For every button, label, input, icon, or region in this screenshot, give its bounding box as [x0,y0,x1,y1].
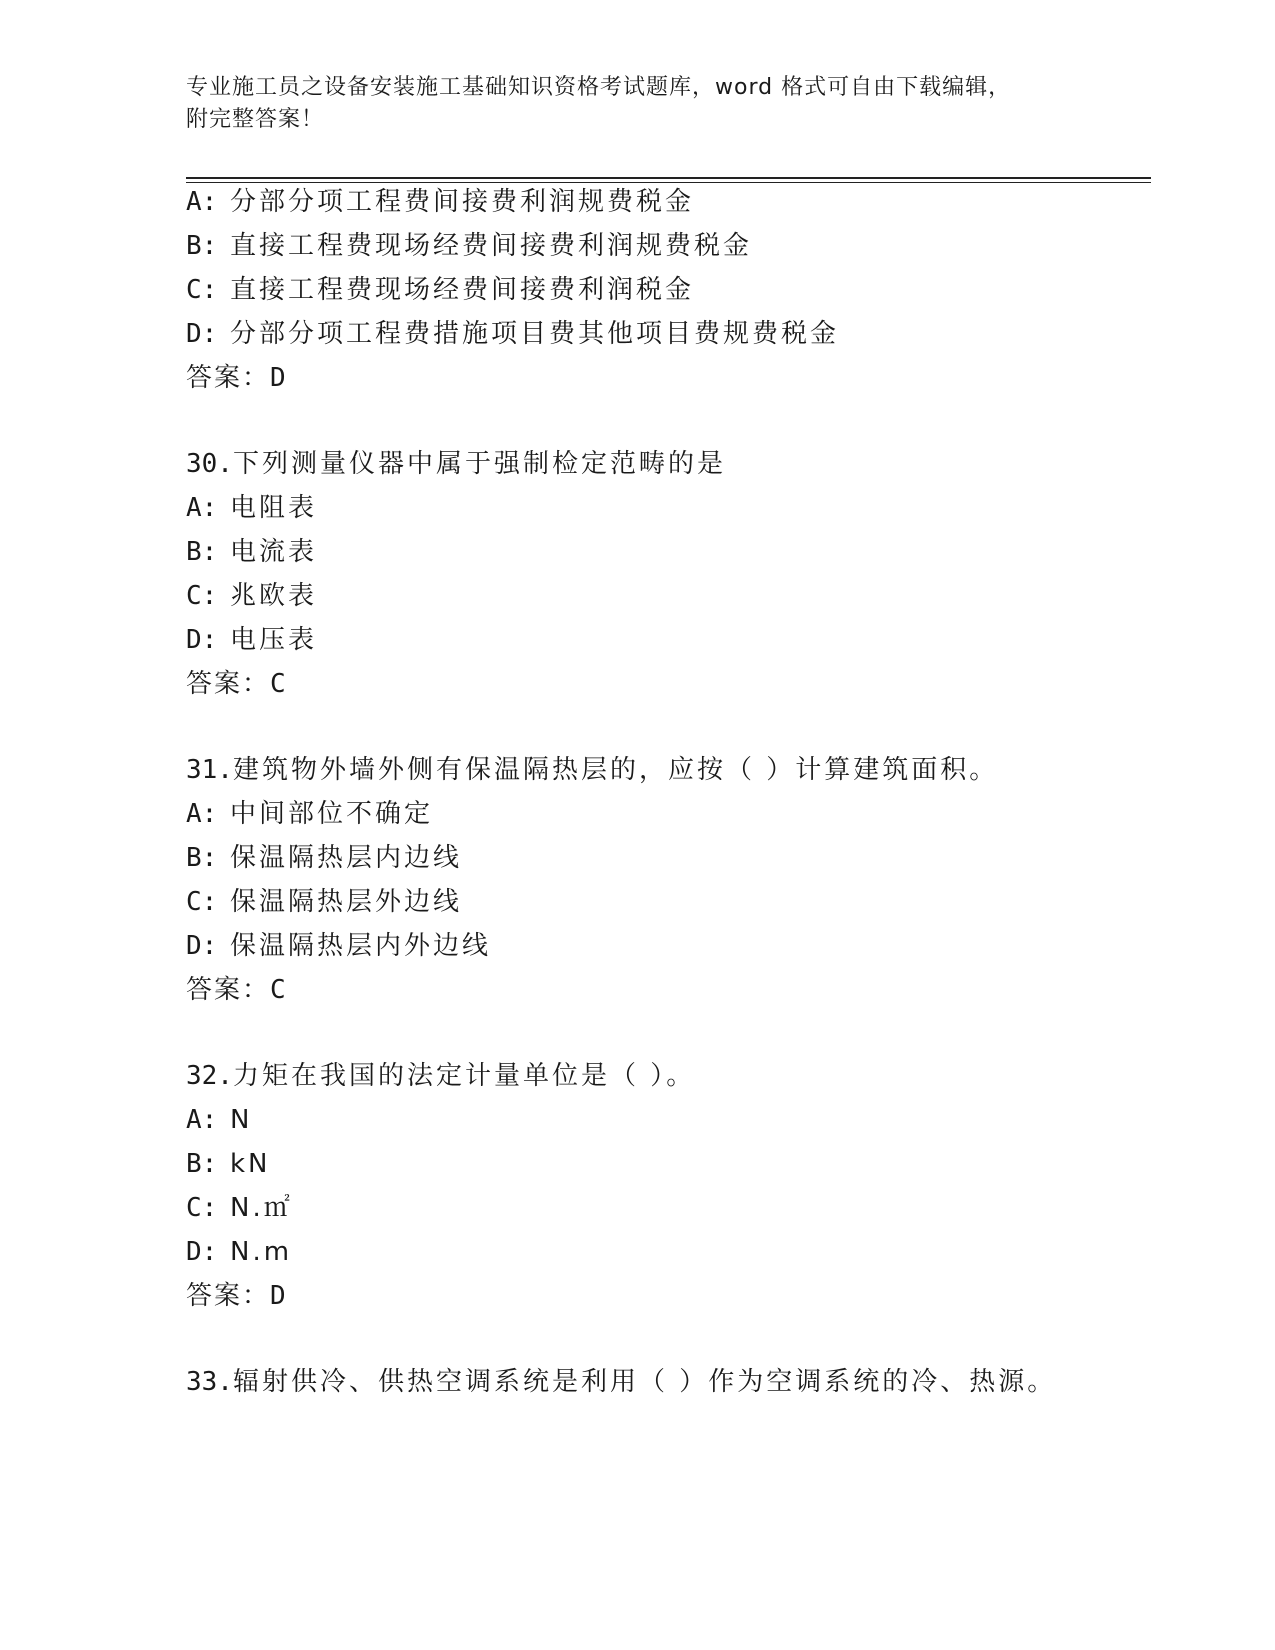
q29-option-c [186,274,694,306]
q29-option-b [186,230,752,262]
option-text: 分部分项工程费措施项目费其他项目费规费税金 [230,319,840,349]
question-number: 32. [186,1061,233,1091]
option-key: C: [186,275,218,305]
option-text: 分部分项工程费间接费利润规费税金 [230,187,695,217]
option-key: D: [186,931,218,961]
question-text: 力矩在我国的法定计量单位是（ ）。 [232,1061,696,1091]
option-key: B: [186,231,218,261]
q32-option-d [186,1236,292,1268]
question-text: 辐射供冷、供热空调系统是利用（ ）作为空调系统的冷、热源。 [232,1367,1057,1397]
q32-option-c [186,1192,293,1224]
q31-option-a [186,798,433,830]
question-number: 30. [186,449,233,479]
q32-option-b [186,1148,271,1180]
q32-answer [186,1280,286,1312]
q31-question [186,754,998,786]
option-text: 电压表 [230,625,318,655]
option-text: N.m [230,1237,293,1267]
answer-label: 答案： [186,669,271,699]
q30-option-d [186,624,317,656]
answer-value: D [270,363,286,393]
option-key: B: [186,1149,218,1179]
answer-value: C [270,975,286,1005]
header-divider-thin [186,182,1151,183]
option-text: 保温隔热层内边线 [230,843,463,873]
q31-answer [186,974,286,1006]
option-key: D: [186,1237,218,1267]
option-key: A: [186,493,218,523]
option-text: 兆欧表 [230,581,318,611]
q29-answer [186,362,286,394]
answer-label: 答案： [186,975,271,1005]
option-key: B: [186,537,218,567]
question-text: 建筑物外墙外侧有保温隔热层的，应按（ ）计算建筑面积。 [232,755,999,785]
q30-option-b [186,536,317,568]
option-key: C: [186,581,218,611]
option-text: N [230,1105,253,1135]
q29-option-a [186,186,694,218]
q30-option-c [186,580,317,612]
question-text: 下列测量仪器中属于强制检定范畴的是 [232,449,726,479]
option-key: A: [186,799,218,829]
answer-label: 答案： [186,1281,271,1311]
option-text: 直接工程费现场经费间接费利润规费税金 [230,231,753,261]
option-key: A: [186,187,218,217]
option-text: 电流表 [230,537,318,567]
option-text: 保温隔热层外边线 [230,887,463,917]
option-text: 中间部位不确定 [230,799,434,829]
answer-value: D [270,1281,286,1311]
answer-label: 答案： [186,363,271,393]
option-key: D: [186,625,218,655]
q32-question [186,1060,695,1092]
q31-option-c [186,886,462,918]
document-header [186,72,1086,136]
header-line-1: 专业施工员之设备安装施工基础知识资格考试题库，word 格式可自由下载编辑， [186,75,1012,100]
option-key: B: [186,843,218,873]
option-key: D: [186,319,218,349]
q30-answer [186,668,286,700]
q30-option-a [186,492,317,524]
q31-option-b [186,842,462,874]
q31-option-d [186,930,491,962]
option-text: kN [230,1149,271,1179]
option-text: 直接工程费现场经费间接费利润税金 [230,275,695,305]
option-key: A: [186,1105,218,1135]
question-number: 33. [186,1367,233,1397]
q30-question [186,448,726,480]
q33-question [186,1366,1056,1398]
question-number: 31. [186,755,233,785]
option-key: C: [186,1193,218,1223]
option-text: N.㎡ [230,1193,293,1223]
option-text: 电阻表 [230,493,318,523]
q29-option-d [186,318,839,350]
header-line-2: 附完整答案！ [186,107,325,132]
option-key: C: [186,887,218,917]
header-divider [186,177,1151,179]
option-text: 保温隔热层内外边线 [230,931,492,961]
q32-option-a [186,1104,252,1136]
answer-value: C [270,669,286,699]
